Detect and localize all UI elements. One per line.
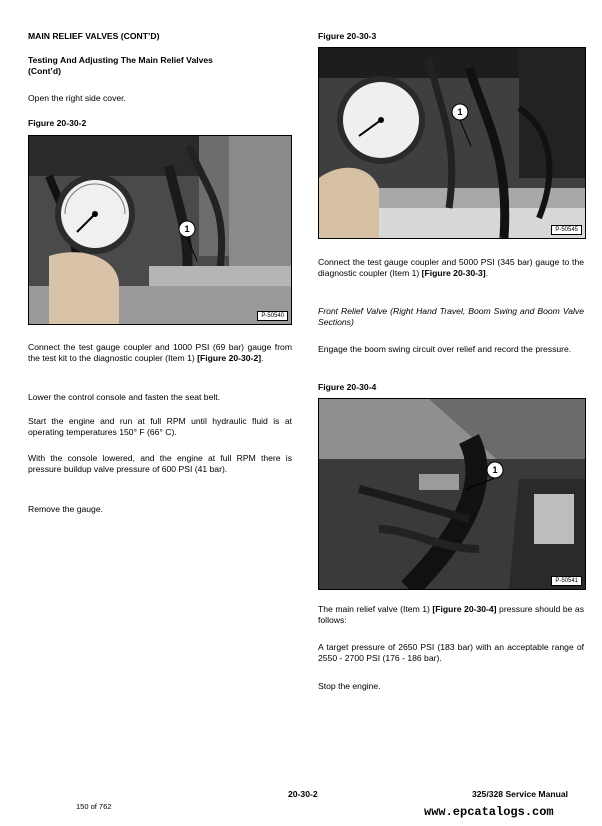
- watermark-url: www.epcatalogs.com: [424, 805, 554, 819]
- manual-title: 325/328 Service Manual: [472, 789, 569, 799]
- callout-1-fig4: 1: [492, 465, 498, 475]
- paragraph-stop-engine: Stop the engine.: [318, 681, 381, 691]
- para-end: .: [261, 353, 264, 364]
- paragraph-connect-5000psi: [318, 257, 584, 280]
- figure-20-30-3-label: Figure 20-30-3: [318, 31, 377, 41]
- paragraph-lower-console: Lower the control console and fasten the seat belt.: [28, 392, 221, 402]
- section-heading: MAIN RELIEF VALVES (CONT’D): [28, 31, 160, 41]
- callout-1-fig3: 1: [457, 107, 463, 117]
- gauge-photo-illustration-2: [319, 48, 585, 238]
- para-text: The main relief valve (Item 1): [318, 604, 433, 614]
- callout-1: 1: [184, 224, 190, 234]
- figure-20-30-3-photo: [318, 47, 586, 239]
- paragraph-connect-1000psi: [28, 342, 292, 365]
- paragraph-target-pressure: A target pressure of 2650 PSI (183 bar) with an acceptable range of 2550 - 2700 PSI (176 - 186 bar).: [318, 642, 584, 664]
- figure-20-30-4-label: Figure 20-30-4: [318, 382, 377, 392]
- figure-20-30-3-code: P-50545: [551, 225, 582, 235]
- valve-photo-illustration: [319, 399, 585, 589]
- subheading-line-2: (Cont’d): [28, 66, 61, 76]
- figure-reference: [Figure 20-30-3]: [421, 268, 486, 279]
- figure-20-30-4-photo: [318, 398, 586, 590]
- paragraph-start-engine: Start the engine and run at full RPM until hydraulic fluid is at operating temperatures 150° F (66° C).: [28, 416, 292, 438]
- open-cover-text: Open the right side cover.: [28, 93, 126, 103]
- subheading-line-1: Testing And Adjusting The Main Relief Valves: [28, 55, 213, 65]
- figure-20-30-4-code: P-50541: [551, 576, 582, 586]
- page-count: 150 of 762: [76, 802, 112, 811]
- para-end: .: [485, 268, 489, 279]
- gauge-photo-illustration: [29, 136, 291, 324]
- paragraph-console-lowered: With the console lowered, and the engine at full RPM there is pressure buildup valve pressure of 600 PSI (41 bar).: [28, 453, 292, 475]
- paragraph-remove-gauge: Remove the gauge.: [28, 504, 104, 514]
- figure-20-30-2-label: Figure 20-30-2: [28, 118, 87, 128]
- page-code: 20-30-2: [288, 789, 318, 799]
- para-text: Connect the test gauge coupler and 1000 PSI (69 bar) gauge from the test kit to the diagnostic coupler (Item 1): [28, 342, 292, 364]
- para-text: Connect the test gauge coupler and 5000 PSI (345 bar) gauge to the diagnostic coupler (Item 1): [318, 257, 584, 279]
- figure-20-30-2-photo: [28, 135, 292, 325]
- figure-20-30-2-code: P-50540: [257, 311, 288, 321]
- paragraph-engage-boom: Engage the boom swing circuit over relief and record the pressure.: [318, 344, 572, 354]
- paragraph-main-relief: [318, 604, 584, 627]
- figure-reference: [Figure 20-30-4]: [432, 604, 497, 614]
- figure-reference: [Figure 20-30-2]: [197, 353, 262, 364]
- front-relief-valve-heading: Front Relief Valve (Right Hand Travel, Boom Swing and Boom Valve Sections): [318, 306, 584, 328]
- para-end: pressure should be as follows:: [318, 604, 584, 626]
